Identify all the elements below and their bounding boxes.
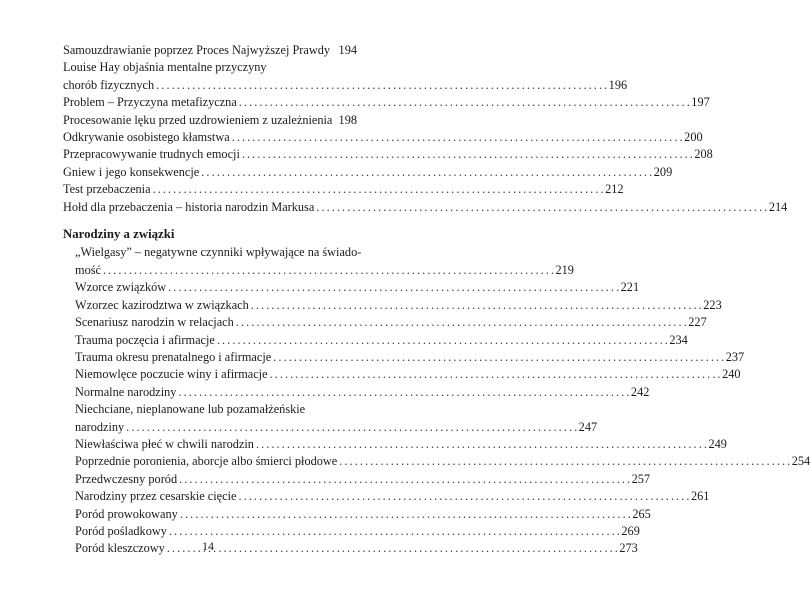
dot-leader [238, 488, 689, 505]
toc-entry-page: 197 [691, 95, 710, 110]
toc-entry [75, 436, 727, 453]
toc-entry-page: 269 [621, 523, 640, 538]
toc-part-1 [63, 42, 788, 216]
toc-entry-page: 257 [631, 471, 651, 486]
toc-entry-title: Wzorce związków [75, 280, 167, 295]
toc-part-2 [63, 244, 810, 557]
toc-entry-title: Gniew i jego konsekwencje [63, 164, 200, 179]
toc-entry-page: 237 [725, 349, 745, 364]
toc-entry [75, 349, 745, 366]
toc-entry-page: 265 [632, 506, 651, 521]
toc-entry-title: Procesowanie lęku przed uzdrowieniem z uzależnienia [63, 112, 333, 127]
toc-entry [63, 77, 628, 94]
toc-entry-title-line: Niechciane, nieplanowane lub pozamałżeńskie [75, 402, 306, 417]
toc-entry [75, 297, 722, 314]
toc-entry-title: narodziny [75, 419, 125, 434]
dot-leader [232, 129, 683, 146]
toc-entry [75, 366, 741, 383]
toc-entry [75, 279, 640, 296]
toc-entry-title: Narodziny przez cesarskie cięcie [75, 489, 237, 504]
toc-entry [75, 419, 598, 436]
toc-entry-page: 196 [608, 77, 628, 92]
toc-entry-title: chorób fizycznych [63, 77, 155, 92]
dot-leader [239, 94, 690, 111]
toc-entry-title: Samouzdrawianie poprzez Proces Najwyższej Prawdy [63, 43, 331, 57]
dot-leader [273, 349, 724, 366]
toc-entry-page: 194 [338, 43, 357, 57]
toc-entry [63, 199, 788, 216]
dot-leader [178, 384, 629, 401]
toc-entry [63, 181, 624, 198]
toc-entry-page: 240 [722, 367, 741, 382]
toc-entry-page: 200 [684, 130, 703, 145]
section-heading: Narodziny a związki [63, 227, 175, 242]
toc-entry-page: 273 [619, 541, 638, 556]
toc-entry-title: Trauma okresu prenatalnego i afirmacje [75, 349, 272, 364]
toc-entry-page: 242 [630, 384, 650, 399]
toc-entry-title: Trauma poczęcia i afirmacje [75, 332, 215, 347]
toc-entry [75, 332, 688, 349]
dot-leader [168, 279, 619, 296]
toc-entry-page: 221 [620, 280, 640, 295]
dot-leader [242, 146, 693, 163]
toc-entry-title-line: „Wielgasy” – negatywne czynniki wpływające na świado- [75, 245, 362, 260]
toc-entry-page: 198 [338, 112, 357, 127]
toc-entry-title: Poprzednie poronienia, aborcje albo śmierci płodowe [75, 454, 338, 469]
toc-entry-title: Niewłaściwa płeć w chwili narodzin [75, 436, 254, 451]
toc-entry [75, 384, 650, 401]
toc-entry-title: Poród kleszczowy [75, 541, 165, 556]
toc-entry [63, 94, 710, 111]
toc-entry-page: 219 [555, 262, 574, 277]
dot-leader [153, 181, 604, 198]
table-of-contents [63, 42, 810, 558]
toc-entry [75, 523, 640, 540]
toc-entry-title: Hołd dla przebaczenia – historia narodzin Markusa [63, 199, 315, 214]
toc-entry [75, 314, 707, 331]
toc-entry-title: Wzorzec kazirodztwa w związkach [75, 297, 249, 312]
toc-entry [63, 112, 357, 129]
toc-entry-page: 227 [688, 315, 707, 330]
toc-entry-title: Scenariusz narodzin w relacjach [75, 315, 234, 330]
toc-entry-title: Poród prowokowany [75, 506, 178, 521]
toc-entry-title: Przedwczesny poród [75, 471, 178, 486]
toc-entry-page: 249 [708, 436, 727, 451]
dot-leader [156, 77, 607, 94]
page-number: 14 [202, 539, 214, 553]
dot-leader [126, 419, 577, 436]
toc-entry-title: Niemowlęce poczucie winy i afirmacje [75, 367, 268, 382]
toc-entry [75, 506, 651, 523]
toc-entry [75, 488, 710, 505]
toc-entry-title: Problem – Przyczyna metafizyczna [63, 95, 237, 110]
toc-entry [75, 262, 574, 279]
dot-leader [179, 471, 630, 488]
dot-leader [256, 436, 707, 453]
dot-leader [236, 314, 687, 331]
dot-leader [103, 262, 554, 279]
dot-leader [270, 366, 721, 383]
toc-entry-page: 223 [703, 297, 722, 312]
toc-entry [63, 146, 713, 163]
dot-leader [339, 453, 790, 470]
toc-entry-page: 234 [669, 332, 688, 347]
toc-entry-title: Poród pośladkowy [75, 523, 167, 538]
toc-entry [63, 42, 357, 59]
toc-entry-title: Test przebaczenia [63, 182, 151, 197]
toc-entry-page: 208 [694, 147, 713, 162]
toc-entry-page: 214 [768, 199, 788, 214]
dot-leader [217, 332, 668, 349]
toc-entry-page: 209 [653, 164, 673, 179]
toc-entry-title-line: Louise Hay objaśnia mentalne przyczyny [63, 60, 267, 75]
toc-entry [75, 471, 651, 488]
toc-entry-title: Normalne narodziny [75, 384, 177, 399]
dot-leader [316, 199, 767, 216]
toc-entry-page: 254 [791, 454, 810, 469]
toc-entry-page: 261 [690, 489, 710, 504]
toc-entry-page: 212 [605, 182, 624, 197]
toc-entry-title: Przepracowywanie trudnych emocji [63, 147, 240, 162]
dot-leader [169, 523, 620, 540]
toc-entry [63, 129, 703, 146]
toc-entry-title: Odkrywanie osobistego kłamstwa [63, 130, 230, 145]
toc-entry [63, 164, 673, 181]
dot-leader [201, 164, 652, 181]
toc-entry-page: 247 [578, 419, 598, 434]
dot-leader [180, 506, 631, 523]
dot-leader [251, 297, 702, 314]
toc-entry-title: mość [75, 262, 101, 277]
toc-entry [75, 453, 810, 470]
